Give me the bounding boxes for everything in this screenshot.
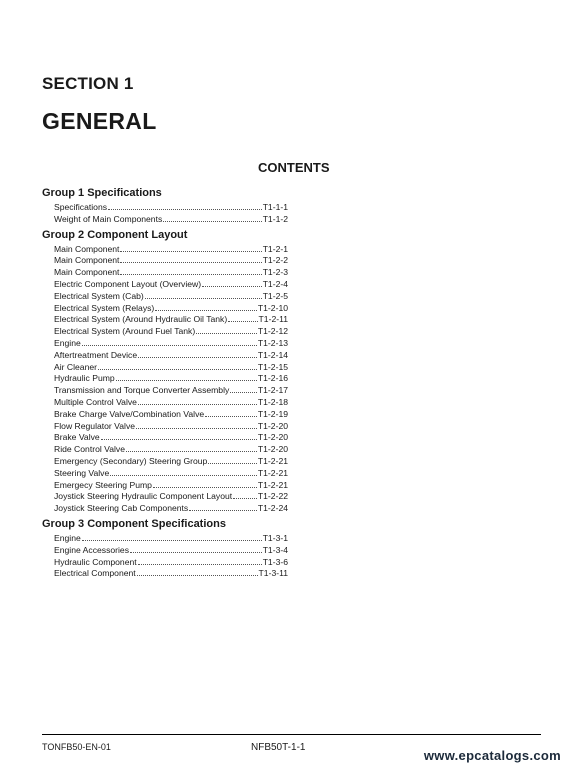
toc-entry-page: T1-2-20 <box>257 420 288 431</box>
toc-entry-title: Main Component <box>54 243 120 254</box>
toc-entry[interactable] <box>42 213 288 225</box>
toc-entry-title: Hydraulic Component <box>54 556 137 567</box>
toc-entry[interactable] <box>42 431 288 443</box>
toc-entry-title: Brake Charge Valve/Combination Valve <box>54 408 205 419</box>
toc-entry-page: T1-2-17 <box>257 385 288 396</box>
toc-entry[interactable] <box>42 384 288 396</box>
toc-entry-title: Main Component <box>54 255 120 266</box>
toc-entry[interactable] <box>42 455 288 467</box>
toc-entry-title: Electric Component Layout (Overview) <box>54 278 202 289</box>
toc-entry-title: Emergecy Steering Pump <box>54 479 152 490</box>
toc-entry-page: T1-2-16 <box>257 373 288 384</box>
toc-dot-leader <box>138 396 257 405</box>
toc-entry-page: T1-2-20 <box>257 432 288 443</box>
toc-entry-title: Ride Control Valve <box>54 444 126 455</box>
section-title: GENERAL <box>42 108 157 134</box>
toc-entry-page: T1-2-20 <box>257 444 288 455</box>
toc-group-title: Group 2 Component Layout <box>42 228 188 241</box>
toc-entry-title: Emergency (Secondary) Steering Group <box>54 455 208 466</box>
toc-entry-page: T1-1-1 <box>262 202 288 212</box>
toc-dot-leader <box>82 532 262 541</box>
contents-heading: CONTENTS <box>258 160 330 175</box>
toc-entry-page: T1-2-12 <box>257 326 288 337</box>
toc-entry[interactable] <box>42 372 288 384</box>
toc-entry[interactable] <box>42 532 288 544</box>
toc-dot-leader <box>233 490 257 499</box>
toc-entry[interactable] <box>42 361 288 373</box>
toc-entry[interactable] <box>42 313 288 325</box>
toc-entry-page: T1-3-4 <box>262 544 288 555</box>
toc-entry[interactable] <box>42 243 288 255</box>
toc-group-title: Group 1 Specifications <box>42 187 162 199</box>
toc-entry-title: Engine Accessories <box>54 544 129 555</box>
toc-entry[interactable] <box>42 556 288 568</box>
toc-entry-title: Electrical System (Around Fuel Tank) <box>54 326 196 337</box>
toc-dot-leader <box>101 431 257 440</box>
toc-entry[interactable] <box>42 302 288 314</box>
toc-entry[interactable] <box>42 567 288 579</box>
toc-group-title: Group 3 Component Specifications <box>42 517 226 530</box>
toc-entry[interactable] <box>42 502 288 514</box>
toc-entry-title: Weight of Main Components <box>54 213 163 224</box>
toc-entry-title: Steering Valve <box>54 467 110 478</box>
toc-entry-page: T1-2-18 <box>257 396 288 407</box>
toc-entry-page: T1-2-21 <box>257 467 288 478</box>
toc-entry[interactable] <box>42 325 288 337</box>
toc-entry[interactable] <box>42 490 288 502</box>
toc-entry[interactable] <box>42 254 288 266</box>
toc-entry-title: Electrical System (Relays) <box>54 302 155 313</box>
toc-entry[interactable] <box>42 420 288 432</box>
toc-entry[interactable] <box>42 443 288 455</box>
toc-entry-page: T1-2-11 <box>258 314 288 325</box>
toc-entry-title: Joystick Steering Hydraulic Component Layout <box>54 491 233 502</box>
toc-dot-leader <box>137 567 258 576</box>
toc-entry-page: T1-3-11 <box>258 568 288 579</box>
toc-entry-title: Engine <box>54 532 81 543</box>
toc-dot-leader <box>120 243 261 252</box>
toc-entry-page: T1-2-10 <box>257 302 288 313</box>
toc-entry-page: T1-2-1 <box>262 243 288 254</box>
toc-entry[interactable] <box>42 266 288 278</box>
toc-entry-title: Flow Regulator Valve <box>54 420 136 431</box>
toc-entry[interactable] <box>42 479 288 491</box>
toc-entry-page: T1-2-21 <box>257 455 288 466</box>
toc-dot-leader <box>189 502 257 511</box>
toc-entry[interactable] <box>42 290 288 302</box>
toc-dot-leader <box>230 384 257 393</box>
toc-dot-leader <box>153 479 257 488</box>
toc-entry-title: Electrical System (Cab) <box>54 290 144 301</box>
toc-dot-leader <box>136 420 257 429</box>
toc-entry[interactable] <box>42 544 288 556</box>
table-of-contents <box>42 186 288 579</box>
footer-page-number: NFB50T-1-1 <box>251 742 306 753</box>
toc-entry[interactable] <box>42 408 288 420</box>
toc-entry-title: Aftertreatment Device <box>54 349 138 360</box>
toc-entry-page: T1-2-3 <box>262 267 288 278</box>
toc-entry-title: Joystick Steering Cab Components <box>54 503 189 514</box>
toc-entry[interactable] <box>42 396 288 408</box>
toc-entry-title: Electrical Component <box>54 568 136 579</box>
toc-entry-page: T1-2-14 <box>257 349 288 360</box>
toc-entry-page: T1-2-19 <box>257 408 288 419</box>
toc-dot-leader <box>110 467 257 476</box>
toc-entry-title: Transmission and Torque Converter Assembly <box>54 385 230 396</box>
toc-dot-leader <box>163 213 261 222</box>
toc-entry-page: T1-2-2 <box>262 255 288 266</box>
toc-entry-page: T1-2-21 <box>257 479 288 490</box>
toc-dot-leader <box>208 455 257 464</box>
toc-entry-page: T1-3-1 <box>262 532 288 543</box>
toc-entry-title: Air Cleaner <box>54 361 97 372</box>
toc-entry[interactable] <box>42 337 288 349</box>
toc-dot-leader <box>205 408 257 417</box>
toc-dot-leader <box>130 544 262 553</box>
toc-entry-page: T1-1-2 <box>262 213 288 224</box>
toc-entry-title: Main Component <box>54 267 120 278</box>
toc-entry-page: T1-2-13 <box>257 337 288 348</box>
toc-entry-title: Specifications <box>54 202 108 212</box>
footer-divider <box>42 734 541 735</box>
toc-dot-leader <box>126 443 257 452</box>
toc-entry[interactable] <box>42 467 288 479</box>
toc-dot-leader <box>138 349 257 358</box>
toc-dot-leader <box>108 201 262 210</box>
section-label: SECTION 1 <box>42 74 134 93</box>
toc-entry-page: T1-2-24 <box>257 503 288 514</box>
toc-entry-page: T1-2-5 <box>262 290 288 301</box>
toc-dot-leader <box>120 266 261 275</box>
toc-dot-leader <box>155 302 257 311</box>
toc-dot-leader <box>82 337 257 346</box>
toc-entry-page: T1-2-22 <box>257 491 288 502</box>
footer-doc-code: TONFB50-EN-01 <box>42 742 111 752</box>
toc-entry-title: Engine <box>54 337 81 348</box>
toc-entry-title: Brake Valve <box>54 432 100 443</box>
toc-dot-leader <box>138 556 262 565</box>
toc-entry-page: T1-2-15 <box>257 361 288 372</box>
toc-entry[interactable] <box>42 278 288 290</box>
toc-dot-leader <box>116 372 257 381</box>
toc-dot-leader <box>98 361 257 370</box>
toc-entry-page: T1-2-4 <box>262 278 288 289</box>
toc-dot-leader <box>145 290 262 299</box>
watermark-text: www.epcatalogs.com <box>423 748 561 763</box>
toc-dot-leader <box>202 278 262 287</box>
toc-dot-leader <box>196 325 257 334</box>
toc-dot-leader <box>228 313 257 322</box>
toc-entry-title: Hydraulic Pump <box>54 373 115 384</box>
toc-entry[interactable] <box>42 201 288 213</box>
toc-entry-page: T1-3-6 <box>262 556 288 567</box>
toc-entry[interactable] <box>42 349 288 361</box>
toc-entry-title: Multiple Control Valve <box>54 396 137 407</box>
toc-dot-leader <box>120 254 261 263</box>
toc-entry-title: Electrical System (Around Hydraulic Oil Tank) <box>54 314 228 325</box>
